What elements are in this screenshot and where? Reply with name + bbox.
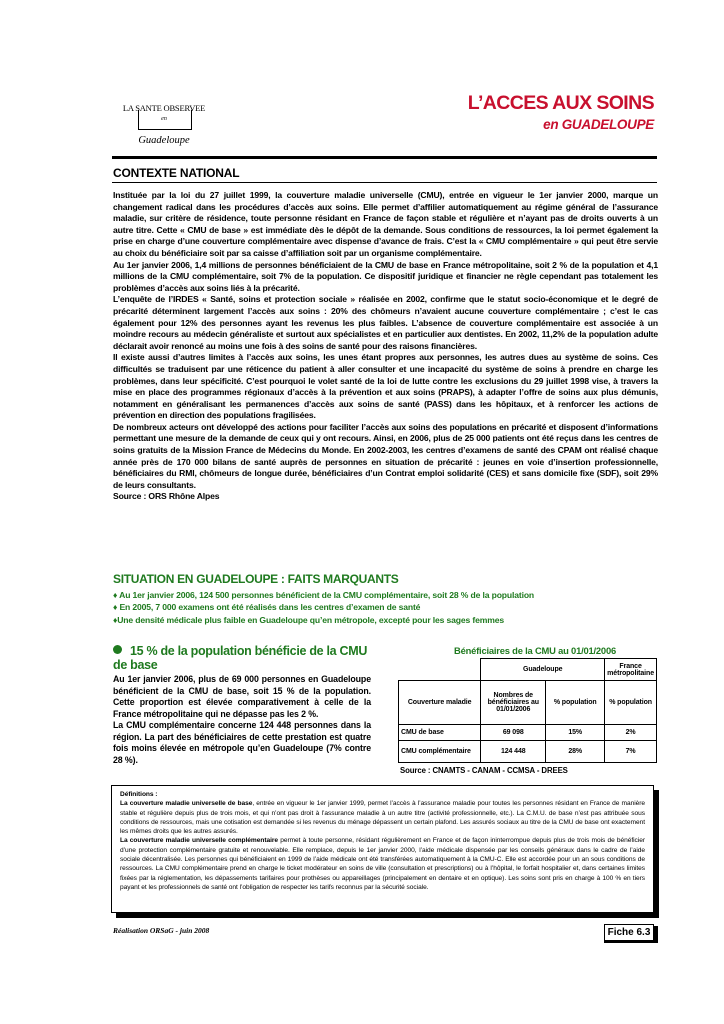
definition-term: La couverture maladie universelle de base (120, 800, 253, 808)
list-item: ♦Une densité médicale plus faible en Guadeloupe qu’en métropole, excepté pour les sages femmes (113, 614, 504, 625)
table-row (399, 741, 657, 763)
section-heading-text: 15 % de la population bénéficie de la CMU de base (113, 644, 368, 672)
section-paragraph: La CMU complémentaire concerne 124 448 personnes dans la région. La part des bénéficiaires de cette prestation est quatre fois moins élevée en métropole qu’en Guadeloupe (7% contre 28 %). (113, 720, 371, 765)
table-col-header: Nombres de bénéficiaires au 01/01/2006 (481, 681, 546, 725)
context-paragraph: L’enquête de l’IRDES « Santé, soins et protection sociale » réalisée en 2002, confirme que le statut socio-économique et le degré de précarité déterminent largement l’accès aux soins : 20% des chômeurs n’avaient aucune couverture complémentaire ; c’est le cas également pour 12% des personnes ayant les revenus les plus faibles. L’absence de couverture complémentaire est associée à un moindre recours au médecin généraliste et surtout aux spécialistes et en particulier aux dentistes. En 2002, 11,2% de la population adulte déclarait avoir renoncé au moins une fois à des soins de santé pour des raisons financières. (113, 294, 658, 351)
table-cell: 2% (605, 725, 657, 741)
situation-heading: SITUATION EN GUADELOUPE : FAITS MARQUANTS (113, 572, 399, 586)
section-body (113, 674, 371, 766)
definition-text: , entrée en vigueur le 1er janvier 1999, permet l’accès à l’assurance maladie pour toutes les personnes résidant en France de manière stable et régulière depuis plus de trois mois, et qui n’ont pas droit à l’assurance maladie à un autre titre (activité professionnelle, etc.). La C.M.U. de base n’est pas attribuée sous conditions de ressources, mais une cotisation est demandée si les revenus du ménage dépassent un certain plafond. Les assurés sociaux au titre de la CMU de base ont exactement les mêmes droits que les autres assurés. (120, 800, 645, 836)
table-source: Source : CNAMTS - CANAM - CCMSA - DREES (400, 766, 568, 775)
table-col-header: Couverture maladie (399, 681, 481, 725)
table-cell: 28% (546, 741, 605, 763)
header-rule (112, 156, 657, 159)
section-heading (113, 644, 371, 672)
table-group-header: Guadeloupe (481, 659, 605, 681)
page-title: L’ACCES AUX SOINS (467, 92, 654, 114)
table-cell: CMU complémentaire (399, 741, 481, 763)
definition-cmu-base (120, 799, 645, 836)
list-item: ♦ Au 1er janvier 2006, 124 500 personnes bénéficient de la CMU complémentaire, soit 28 % de la population (113, 590, 535, 600)
table-cell: CMU de base (399, 725, 481, 741)
page-subtitle: en GUADELOUPE (543, 117, 654, 132)
context-paragraph: Il existe aussi d’autres limites à l’accès aux soins, les unes étant propres aux personnes, les autres dues au système de soins. Ces difficultés se traduisent par une réticence du patient à aller consulter et une incapacité du système de soins à prendre en charge les problèmes, dans leur spécificité. C’est pourquoi le volet santé de la loi de lutte contre les exclusions du 29 juillet 1998 vise, à travers la mise en place des programmes régionaux d’accès à la prévention et aux soins (PRAPS), à adapter l’offre de soins aux plus démunis, notamment en généralisant les permanences d’accès aux soins de santé (PASS) dans les hôpitaux, et à renforcer les actions de prévention en direction des populations fragilisées. (113, 352, 658, 421)
situation-list (113, 589, 658, 626)
table-cell: 69 098 (481, 725, 546, 741)
table-row (399, 725, 657, 741)
table-corner (399, 659, 481, 681)
list-item: ♦ En 2005, 7 000 examens ont été réalisés dans les centres d’examen de santé (113, 602, 421, 613)
table-cell: 15% (546, 725, 605, 741)
cmu-table (398, 658, 657, 763)
table-cell: 7% (605, 741, 657, 763)
fiche-label: Fiche 6.3 (604, 924, 654, 941)
context-source: Source : ORS Rhône Alpes (113, 491, 220, 502)
section-paragraph: Au 1er janvier 2006, plus de 69 000 personnes en Guadeloupe bénéficient de la CMU de base, soit 15 % de la population. Cette proportion est élevée comparativement à celle de la France métropolitaine qui ne dépasse pas les 2 %. (113, 674, 371, 719)
definition-term: La couverture maladie universelle complémentaire (120, 837, 278, 845)
logo-title: LA SANTE OBSERVEE (122, 103, 206, 113)
table-col-header: % population (605, 681, 657, 725)
definitions-box (111, 785, 654, 913)
context-body (113, 190, 658, 503)
footer-credit: Réalisation ORSaG - juin 2008 (113, 926, 210, 935)
definitions-heading: Définitions : (120, 791, 158, 798)
table-title: Bénéficiaires de la CMU au 01/01/2006 (454, 645, 616, 656)
definition-text: permet à toute personne, résidant régulièrement en France et de façon ininterrompue depuis plus de trois mois de bénéficier d’une protection complémentaire gratuite et renouvelable. Elle remplace, depuis le 1er janvier 2000, l’aide médicale dispensée par les conseils généraux dans le cadre de l’aide sociale décentralisée. Les personnes qui bénéficiaient en 1999 de l’aide médicale ont été transférées automatiquement à la CMU-C. Elle est accordée pour un an sous conditions de ressources. La CMU complémentaire prend en charge le ticket modérateur en soins de ville (consultation et prescriptions) ou à l’hôpital, le forfait hospitalier et, dans certaines limites fixées par la réglementation, les dépassements tarifaires pour prothèses ou appareillages (principalement en dentaire et en optique). Les soins sont pris en charge à 100 % en tiers payant et les professionnels de santé ont l’obligation de respecter les tarifs reconnus par la sécurité sociale. (120, 837, 645, 891)
table-cell: 124 448 (481, 741, 546, 763)
logo-region: Guadeloupe (138, 135, 190, 146)
table-col-header: % population (546, 681, 605, 725)
context-paragraph: Instituée par la loi du 27 juillet 1999, la couverture maladie universelle (CMU), entrée en vigueur le 1er janvier 2000, marque un changement radical dans les procédures d’accès aux soins. Elle permet d’affilier automatiquement au régime général de l’assurance maladie, sur critère de résidence, toute personne résidant en France de façon stable et régulière et n’ayant pas de droits ouverts à un autre titre. Cette « CMU de base » est immédiate dès le dépôt de la demande. Sous conditions de ressources, la loi permet également la prise en charge d’une couverture complémentaire avec dispense d’avance de frais. C’est la « CMU complémentaire » qui peut être servie au choix du bénéficiaire soit par sa caisse d’affiliation soit par un organisme complémentaire. (113, 190, 658, 258)
table-group-header: France métropolitaine (605, 659, 657, 681)
context-paragraph: Au 1er janvier 2006, 1,4 millions de personnes bénéficiaient de la CMU de base en France métropolitaine, soit 2 % de la population et 4,1 millions de la CMU complémentaire, soit 7% de la population. Ce dispositif juridique et financier ne règle cependant pas totalement les problèmes d’accès aux soins liés à la précarité. (113, 259, 658, 293)
logo-en: en (161, 116, 167, 122)
context-rule (112, 182, 657, 183)
context-paragraph: De nombreux acteurs ont développé des actions pour faciliter l’accès aux soins des populations en précarité et disposent d’informations permettant une mesure de la demande de ceux qui y ont recours. Ainsi, en 2006, plus de 25 000 patients ont été reçus dans les centres de soins gratuits de la Mission France de Médecins du Monde. En 2002-2003, les centres d’examens de santé des CPAM ont réalisé chaque année près de 170 000 bilans de santé auprès de personnes en situation de précarité : jeunes en voie d’insertion professionnelle, bénéficiaires du RMI, chômeurs de longue durée, bénéficiaires d’un Contrat emploi solidarité (CES) et sans domicile fixe (SDF), soit 29% de leurs consultants. (113, 421, 658, 490)
context-heading: CONTEXTE NATIONAL (113, 166, 240, 180)
bullet-icon (113, 645, 122, 654)
definition-cmu-c (120, 836, 645, 892)
